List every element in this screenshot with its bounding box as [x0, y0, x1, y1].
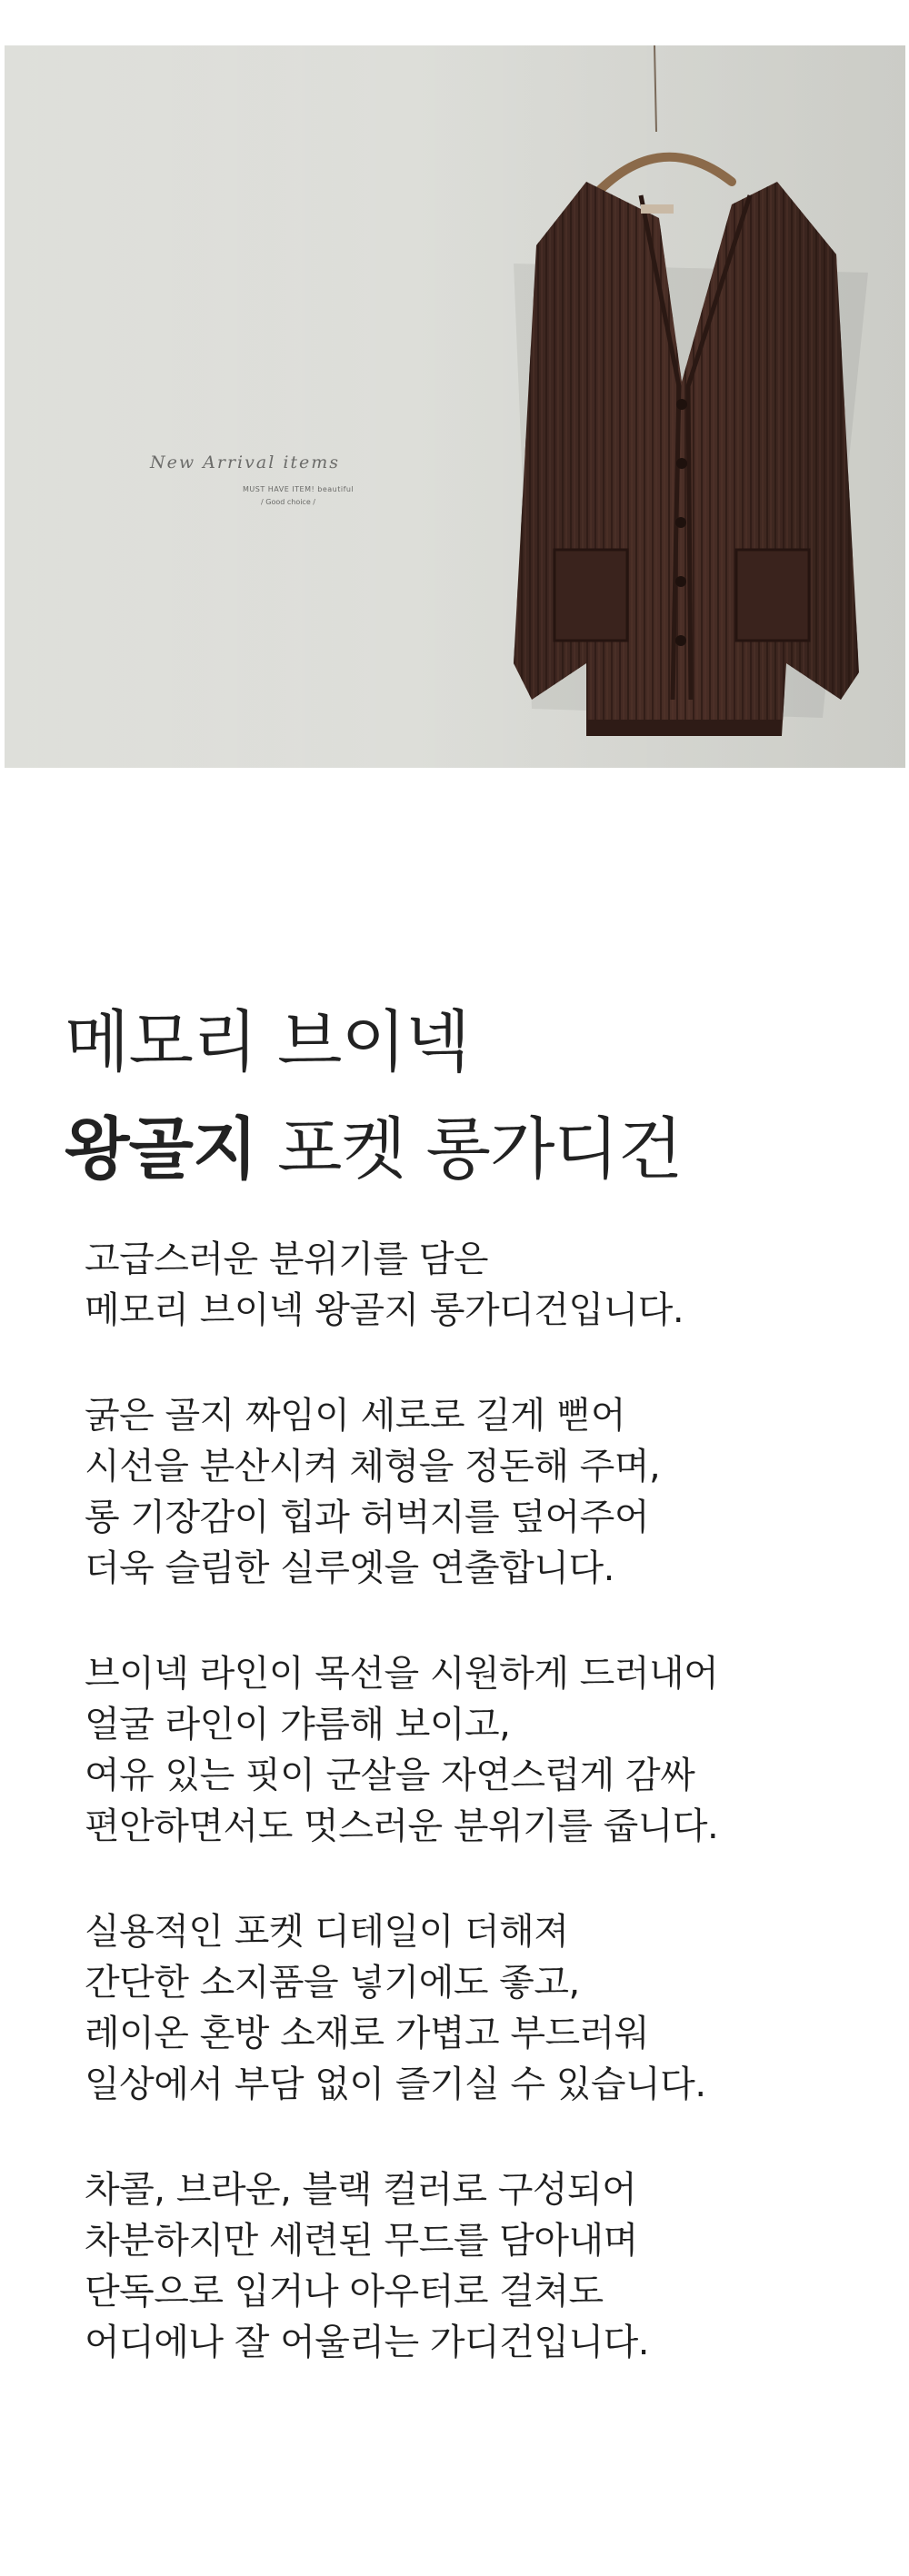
- description-paragraph: [85, 1234, 866, 1336]
- description-line: 롱 기장감이 힙과 허벅지를 덮어주어: [85, 1497, 649, 1538]
- description-paragraph: [85, 1390, 866, 1594]
- description-line: 여유 있는 핏이 군살을 자연스럽게 감싸: [85, 1755, 695, 1796]
- description-line: 더욱 슬림한 실루엣을 연출합니다.: [85, 1547, 614, 1589]
- hero-section: [0, 0, 909, 768]
- description-line: 시선을 분산시켜 체형을 정돈해 주며,: [85, 1446, 661, 1487]
- description-line: 실용적인 포켓 디테일이 더해져: [85, 1911, 569, 1953]
- hero-tagline: MUST HAVE ITEM! beautiful: [243, 485, 355, 493]
- description-line: 메모리 브이넥 왕골지 롱가디건입니다.: [85, 1289, 684, 1331]
- cardigan-illustration: [5, 45, 905, 768]
- product-title-keyword: 왕골지: [65, 1110, 257, 1189]
- description-paragraph: [85, 1906, 866, 2110]
- product-title-line1: 메모리 브이넥: [65, 1003, 470, 1081]
- product-title-rest: 포켓 롱가디건: [256, 1110, 683, 1189]
- description-line: 일상에서 부담 없이 즐기실 수 있습니다.: [85, 2064, 706, 2105]
- product-title-line2: [65, 1096, 682, 1192]
- description-line: 브이넥 라인이 목선을 시원하게 드러내어: [85, 1653, 719, 1695]
- description-line: 차분하지만 세련된 무드를 담아내며: [85, 2220, 638, 2262]
- description-line: 얼굴 라인이 갸름해 보이고,: [85, 1704, 511, 1746]
- description-paragraph: [85, 1648, 866, 1852]
- product-photo: [5, 45, 905, 768]
- description-line: 어디에나 잘 어울리는 가디건입니다.: [85, 2322, 649, 2363]
- description-line: 간단한 소지품을 넣기에도 좋고,: [85, 1962, 580, 2004]
- description-line: 단독으로 입거나 아우터로 걸쳐도: [85, 2271, 604, 2312]
- hero-tagline-sub: / Good choice /: [261, 498, 315, 506]
- product-description: [85, 1234, 866, 2422]
- description-line: 편안하면서도 멋스러운 분위기를 줍니다.: [85, 1805, 719, 1847]
- description-line: 굵은 골지 짜임이 세로로 길게 뻗어: [85, 1395, 626, 1437]
- hero-script-text: New Arrival items: [150, 453, 341, 472]
- description-paragraph: [85, 2164, 866, 2368]
- description-line: 고급스러운 분위기를 담은: [85, 1238, 488, 1280]
- description-line: 레이온 혼방 소재로 가볍고 부드러워: [85, 2013, 649, 2054]
- description-line: 차콜, 브라운, 블랙 컬러로 구성되어: [85, 2169, 637, 2211]
